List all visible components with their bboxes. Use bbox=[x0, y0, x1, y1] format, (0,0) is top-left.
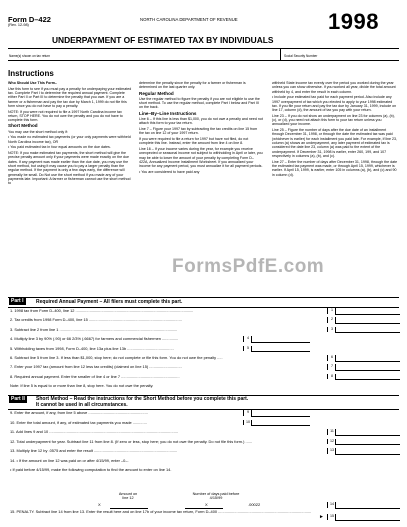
instruction-paragraph: withheld State income tax evenly over the period you worked during the year unless you can show otherwise. If you worked all year, divide the total amount withheld by 4, and enter the result in each column. bbox=[272, 81, 396, 94]
form-line-text: 11. Add lines 9 and 10 ....................................................................................................................... bbox=[10, 429, 178, 434]
line-number: 7 bbox=[327, 364, 336, 370]
agency-name: NORTH CAROLINA DEPARTMENT OF REVENUE bbox=[140, 17, 238, 22]
instruction-paragraph: • You paid estimated tax in four equal amounts on the due dates. bbox=[8, 145, 111, 150]
part-1-label: Part I bbox=[11, 298, 24, 304]
form-line-text: 8. Required annual payment. Enter the smaller of line 4 or line 7 ...................................................... bbox=[10, 373, 180, 379]
form-line-text: 13. Multiply line 12 by .0575 and enter the result ............................................................................. bbox=[10, 448, 178, 453]
instruction-paragraph: Line 27 – Enter the number of days after December 31, 1998, through the date the estimated tax payment was made, or through April 15, 1999, whichever is earlier. If April 15, 1999, is earlier, enter 105 in columns (a), (b), and (c) and 90 in column (d). bbox=[272, 159, 398, 177]
form-line-text: Note: If line 5 is equal to or more than line 8, stop here. You do not owe the penalty. bbox=[10, 383, 154, 389]
line-number: 1 bbox=[327, 308, 336, 314]
line-amount-field[interactable] bbox=[251, 336, 310, 343]
line-number: 5 bbox=[243, 346, 252, 352]
line-15-text: 15. PENALTY. Subtract line 14 from line 13. Enter the result here and on line 17b of your income tax return, Form D–400 ...................................................................................... bbox=[10, 509, 312, 514]
line-14-amount-field[interactable] bbox=[335, 502, 400, 509]
line-number: 14 bbox=[327, 502, 336, 508]
line-number: 15 bbox=[327, 514, 336, 520]
line14-amount-input[interactable] bbox=[110, 507, 148, 509]
instruction-paragraph: Regular Method bbox=[139, 90, 174, 96]
line14-rate: .00022 bbox=[248, 502, 261, 507]
arrow-right-icon: ► bbox=[319, 514, 324, 520]
instruction-paragraph: Line 7 – Figure your 1997 tax by subtracting the tax credits on line 15 from the tax on line 12 of your 1997 return. bbox=[139, 127, 258, 136]
form-number: Form D–422 bbox=[8, 15, 51, 24]
part-2-label: Part II bbox=[11, 396, 25, 402]
name-field[interactable] bbox=[8, 48, 280, 54]
line14-amount-label: Amount on line 12 bbox=[118, 492, 138, 501]
line-number: 11 bbox=[327, 429, 336, 435]
part-2-title-line-2: It cannot be used in all circumstances. bbox=[36, 402, 128, 408]
form-line-text: • If paid before 4/15/99, make the following computation to find the amount to enter on line 14. bbox=[10, 467, 172, 472]
instruction-paragraph: determine the penalty since the penalty for a farmer or fisherman is determined on the last quarter only. bbox=[139, 81, 246, 90]
line-amount-field[interactable] bbox=[335, 355, 400, 362]
instruction-paragraph: • Include your estimated tax paid for each payment period. Also include any 1997 overpayment of tax which you elected to apply to your 1998 estimated tax. If you file your return and pay the tax due by January 31, 1999, include on line 17, column (d), the amount of tax you pay with your return. bbox=[272, 95, 397, 113]
line-amount-field[interactable] bbox=[335, 317, 400, 324]
line-number: 4 bbox=[243, 336, 252, 342]
line-number: 6 bbox=[327, 355, 336, 361]
instruction-paragraph: You may use the short method only if: bbox=[8, 129, 68, 134]
line-number: 12 bbox=[327, 439, 336, 445]
line-amount-field[interactable] bbox=[251, 410, 310, 417]
instruction-paragraph: NOTE: If you make estimated tax payments, the short method will give the precise penalty amount only if your payments were made exactly on the due dates. If any payment was made earlier than the due date, you may use the short method, but using it may cause you to pay a larger penalty than the regular method. If the payment is only a few days early, the difference will generally be small. Do Not use the short method if you made any of your payments late. Important: A farmer or fisherman cannot use the short method to bbox=[8, 151, 131, 186]
instruction-paragraph: Line 16 – If your income varies during the year, for example you receive unexpected or seasonal income not subject to withholding in April or later, you may be able to lower the amount of your penalty by completing Form D–422A, Annualized Income Installment Worksheet. If you annualized your income for any payment period, you must annualize it for all payment periods. bbox=[139, 147, 263, 169]
line-amount-field[interactable] bbox=[335, 429, 400, 436]
line14-multiply-2: X bbox=[205, 502, 208, 507]
form-line-text: 2. Tax credits from 1998 Form D–400, line 15 ...................................................................................... bbox=[10, 317, 182, 323]
watermark: FormsPdfE.com bbox=[172, 256, 325, 277]
line-amount-field[interactable] bbox=[251, 346, 310, 353]
line-number: 9 bbox=[243, 410, 252, 416]
instruction-paragraph: NOTE: If you were not required to file a 1997 North Carolina income tax return, STOP HERE. You do not owe the penalty and you do not have to complete this form. bbox=[8, 109, 123, 123]
instruction-paragraph: • You made no estimated tax payments (or your only payments were withheld North Carolina income tax), OR bbox=[8, 135, 131, 144]
line-amount-field[interactable] bbox=[335, 308, 400, 315]
line-number: 2 bbox=[327, 317, 336, 323]
line-15-penalty-field[interactable] bbox=[335, 514, 400, 521]
form-revision: (Rev. 12-98) bbox=[8, 23, 29, 27]
form-line-text: 1. 1998 tax from Form D–400, line 12 ............................................................................................................. bbox=[10, 308, 194, 313]
line-amount-field[interactable] bbox=[335, 448, 400, 455]
instruction-paragraph: If you were required to file a return for 1997 but have not filed, do not complete this line. Instead, enter the amount from line 4 on line 8. bbox=[139, 137, 249, 146]
instruction-paragraph: Line 23 – If you do not show an underpayment on line 23 for columns (a), (b), (c), or (d), you need not attach this form to your tax return unless you annualized your income. bbox=[272, 113, 395, 127]
form-line-text: 14. • If the amount on line 12 was paid on or after 4/15/99, enter –0–. bbox=[10, 457, 129, 463]
line-number: 13 bbox=[327, 448, 336, 454]
form-line-text: 12. Total underpayment for year. Subtract line 11 from line 8. (If zero or less, stop here; you do not owe the penalty. Do not file this form.) ...... bbox=[10, 438, 252, 444]
line-amount-field[interactable] bbox=[335, 439, 400, 446]
form-line-text: 6. Subtract line 5 from line 3. If less than $1,000, stop here; do not complete or file this form. You do not owe the penalty ..... bbox=[10, 355, 223, 360]
form-line-text: 9. Enter the amount, if any, from line 5 above ....................................................... bbox=[10, 410, 148, 415]
instruction-paragraph: Line 6 – If this line is less than $1,000, you do not owe a penalty and need not attach this form to your tax return. bbox=[139, 117, 263, 126]
form-line-text: 10. Enter the total amount, if any, of estimated tax payments you made ............. bbox=[10, 419, 147, 425]
form-line-text: 3. Subtract line 2 from line 1 ............................................................................................................. bbox=[10, 326, 178, 332]
name-label: Name(s) shown on tax return bbox=[9, 54, 51, 58]
line-number: 8 bbox=[327, 374, 336, 380]
form-line-text: 7. Enter your 1997 tax (amount from line 12 less tax credits) (claimed on line 15) .............................. bbox=[10, 364, 182, 370]
ssn-label: Social Security Number bbox=[284, 54, 318, 58]
line-amount-field[interactable] bbox=[335, 327, 400, 334]
line14-days-label: Number of days paid before 4/15/99 bbox=[192, 492, 240, 501]
instruction-paragraph: Short Method bbox=[8, 123, 38, 129]
line14-days-input[interactable] bbox=[185, 507, 223, 509]
instructions-heading: Instructions bbox=[8, 69, 54, 78]
instructions-column-1 bbox=[8, 81, 132, 291]
instruction-paragraph: Who Should Use This Form– bbox=[8, 81, 57, 85]
form-line-text: 4. Multiply line 3 by 90% (.90) or 66 2/3% (.6667) for farmers and commercial fishermen ............... bbox=[10, 336, 179, 342]
instruction-paragraph: Line 25 – Figure the number of days after the due date of an installment through December 31, 1998, or through the date the estimated tax was paid (whichever is earlier) for each installment you paid late. For example, if line 23, column (a) shows an underpayment, any later payment of estimated tax is considered the date line 23, column (a) was paid to the extent of the underpayment. If December 31, 1998 is earlier, enter 260, 199, and 107 respectively in columns (a), (b), and (c). bbox=[272, 128, 398, 158]
form-line-text: 5. Withholding taxes from 1998, Form D–400, line 13a plus line 13b ........................................... bbox=[10, 345, 174, 351]
line-amount-field[interactable] bbox=[335, 374, 400, 381]
part-1-title: Required Annual Payment – All filers must complete this part. bbox=[36, 298, 183, 305]
line-number: 3 bbox=[327, 327, 336, 333]
line-amount-field[interactable] bbox=[335, 364, 400, 371]
part-2-title-line-1: Short Method – Read the instructions for the Short Method before you complete this part. bbox=[36, 396, 249, 402]
instruction-paragraph: Use the regular method to figure the penalty if you are not eligible to use the short method. To use the regular method, complete Part I below and Part III on the back. bbox=[139, 96, 260, 110]
instruction-paragraph: Line–By–Line Instructions bbox=[139, 110, 197, 116]
ssn-field[interactable] bbox=[281, 48, 399, 54]
tax-year: 1998 bbox=[328, 9, 379, 34]
line-amount-field[interactable] bbox=[251, 420, 310, 427]
line14-multiply-1: X bbox=[98, 502, 101, 507]
instruction-paragraph: Use this form to see if you must pay a penalty for underpaying your estimated tax. Complete Part I to determine the required annual payment. Complete either Part II or Part III to determine the penalty that you owe. If you are a farmer or a fisherman and pay the tax due by March 1, 1999 do not file this form since you do not have to pay a penalty. bbox=[8, 86, 132, 108]
instruction-paragraph: • You are considered to have paid any bbox=[139, 169, 200, 174]
line-number: 10 bbox=[243, 420, 252, 426]
form-title: UNDERPAYMENT OF ESTIMATED TAX BY INDIVIDUALS bbox=[52, 35, 274, 45]
